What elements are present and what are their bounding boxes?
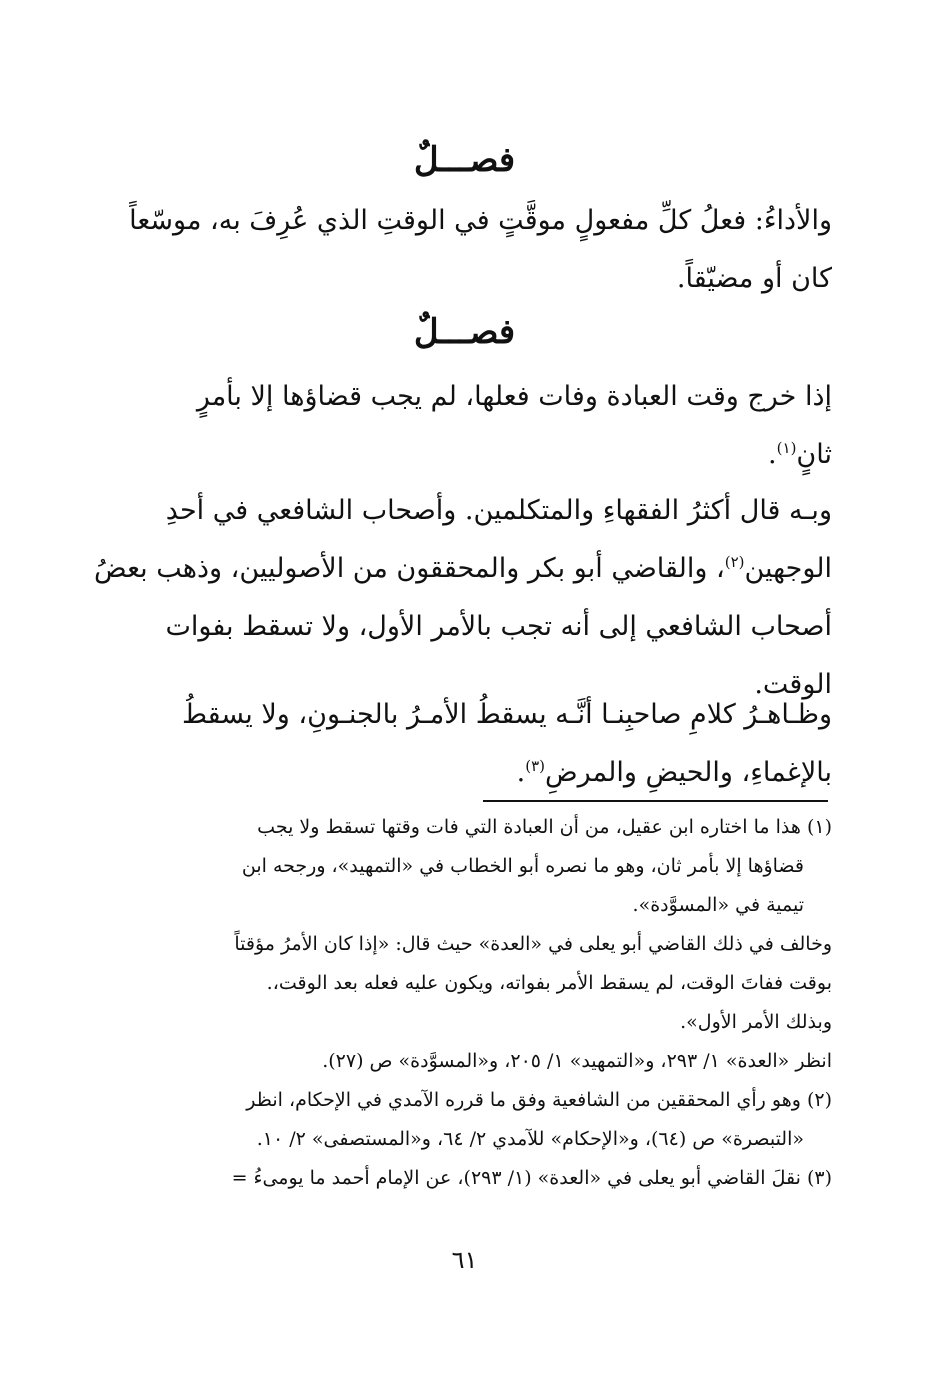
footnote-line: بوقت ففاتَ الوقت، لم يسقط الأمر بفواته، ويكون عليه فعله بعد الوقت،. [266, 972, 832, 994]
text-segment: . [768, 439, 777, 470]
paragraph-line [156, 426, 832, 484]
footnote-line: وخالف في ذلك القاضي أبو يعلى في «العدة» حيث قال: «إذا كان الأمرُ مؤقتاً [234, 933, 832, 955]
section-heading-1: فصـــلٌ [413, 140, 516, 180]
text-segment: الوجهين [744, 553, 832, 584]
footnote-line: انظر «العدة» ١/ ٢٩٣، و«التمهيد» ١/ ٢٠٥، و«المسوَّدة» ص (٢٧). [322, 1050, 832, 1072]
footnote-line: «التبصرة» ص (٦٤)، و«الإحكام» للآمدي ٢/ ٦٤، و«المستصفى» ٢/ ١٠. [256, 1128, 804, 1150]
footnote-2 [156, 1081, 832, 1159]
footnote-reference-2: (٢) [724, 553, 745, 571]
paragraph-line [156, 744, 832, 802]
footnote-reference-1: (١) [776, 439, 797, 457]
page-number: ٦١ [451, 1246, 478, 1274]
paragraph-line: وظـاهـرُ كلامِ صاحبِنـا أنَّـه يسقطُ الأمـرُ بالجنـونِ، ولا يسقطُ [181, 699, 832, 730]
paragraph-companion-view [156, 686, 832, 802]
paragraph-line: كان أو مضيّقاً. [676, 263, 832, 294]
footnote-line: (١) هذا ما اختاره ابن عقيل، من أن العبادة التي فات وقتها تسقط ولا يجب [257, 816, 832, 838]
footnote-line: قضاؤها إلا بأمر ثان، وهو ما نصره أبو الخطاب في «التمهيد»، ورجحه ابن [241, 855, 804, 877]
paragraph-qada-ruling [156, 368, 832, 484]
paragraph-line: والأداءُ: فعلُ كلِّ مفعولٍ موقَّتٍ في الوقتِ الذي عُرِفَ به، موسّعاً [129, 205, 832, 236]
paragraph-line: أصحاب الشافعي إلى أنه تجب بالأمر الأول، ولا تسقط بفوات [165, 611, 832, 642]
paragraph-line: الوقت. [754, 669, 832, 700]
footnote-line: (٢) وهو رأي المحققين من الشافعية وفق ما قرره الآمدي في الإحكام، انظر [246, 1089, 832, 1111]
paragraph-scholars-opinions [94, 482, 832, 714]
footnote-separator [483, 800, 828, 802]
footnote-line: (٣) نقلَ القاضي أبو يعلى في «العدة» (١/ ٢٩٣)، عن الإمام أحمد ما يومىءُ = [231, 1167, 832, 1189]
footnote-1 [156, 808, 832, 1081]
footnote-line: وبذلك الأمر الأول». [680, 1011, 832, 1033]
text-segment: . [516, 757, 526, 788]
section-heading-2: فصـــلٌ [413, 312, 516, 352]
footnote-line: تيمية في «المسوَّدة». [632, 894, 804, 916]
text-segment: ، والقاضي أبو بكر والمحققون من الأصوليين، وذهب بعضُ [94, 553, 725, 584]
footnote-3 [156, 1159, 832, 1198]
text-segment: بالإغماءِ، والحيضِ والمرضِ [544, 757, 832, 788]
paragraph-line: إذا خرج وقت العبادة وفات فعلها، لم يجب قضاؤها إلا بأمرٍ [196, 381, 832, 412]
text-segment: ثانٍ [796, 439, 832, 470]
paragraph-definition-of-ada [129, 192, 832, 308]
footnote-reference-3: (٣) [525, 757, 545, 775]
footnotes-section [156, 808, 832, 1198]
paragraph-line: وبـه قال أكثرُ الفقهاءِ والمتكلمين. وأصحاب الشافعي في أحدِ [165, 495, 832, 526]
paragraph-line [94, 540, 832, 598]
